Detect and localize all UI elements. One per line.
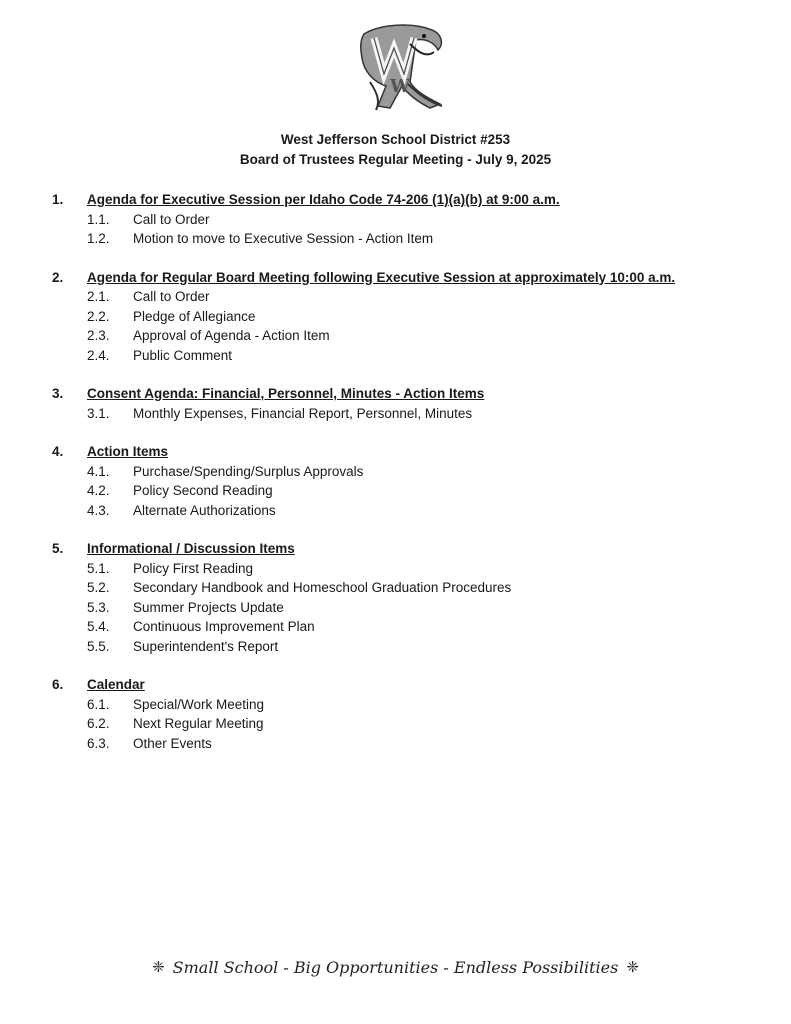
agenda-item xyxy=(0,287,791,307)
item-number: 4.1. xyxy=(87,463,110,479)
agenda-item xyxy=(0,404,791,424)
item-text: Secondary Handbook and Homeschool Graduation Procedures xyxy=(133,580,512,595)
section-title: Agenda for Executive Session per Idaho Code 74-206 (1)(a)(b) at 9:00 a.m. xyxy=(87,192,560,207)
item-text: Call to Order xyxy=(133,211,210,227)
agenda-item xyxy=(0,481,791,501)
item-number: 1.2. xyxy=(87,231,110,246)
item-text: Pledge of Allegiance xyxy=(133,308,256,324)
section-heading xyxy=(0,539,791,559)
item-number: 5.1. xyxy=(87,560,110,576)
item-number: 5.4. xyxy=(87,619,110,634)
item-text: Approval of Agenda - Action Item xyxy=(133,328,330,343)
section-title: Action Items xyxy=(87,444,169,459)
item-text: Special/Work Meeting xyxy=(133,696,265,712)
section-number: 5. xyxy=(52,541,64,556)
section-title: Informational / Discussion Items xyxy=(87,541,295,556)
agenda-item xyxy=(0,598,791,618)
agenda-section xyxy=(0,268,791,366)
agenda-item xyxy=(0,462,791,482)
section-heading xyxy=(0,442,791,462)
agenda-item xyxy=(0,695,791,715)
item-text: Monthly Expenses, Financial Report, Personnel, Minutes xyxy=(133,405,473,421)
item-text: Next Regular Meeting xyxy=(133,716,264,731)
agenda-item xyxy=(0,578,791,598)
item-number: 4.3. xyxy=(87,502,110,518)
agenda-item xyxy=(0,734,791,754)
paw-print-icon: ❈ xyxy=(626,958,639,976)
item-number: 6.3. xyxy=(87,735,110,751)
agenda-item xyxy=(0,617,791,637)
document-header xyxy=(0,130,791,169)
item-number: 5.3. xyxy=(87,599,110,615)
meeting-title: Board of Trustees Regular Meeting - July 9, 2025 xyxy=(239,151,552,167)
agenda-section xyxy=(0,442,791,520)
section-number: 6. xyxy=(52,677,64,692)
agenda-item xyxy=(0,229,791,249)
item-text: Alternate Authorizations xyxy=(133,502,276,518)
footer-motto xyxy=(0,958,791,977)
agenda-section xyxy=(0,190,791,249)
item-number: 2.4. xyxy=(87,347,110,363)
paw-print-icon: ❈ xyxy=(152,958,165,976)
agenda-item xyxy=(0,307,791,327)
item-text: Other Events xyxy=(133,735,212,751)
item-text: Summer Projects Update xyxy=(133,599,284,615)
agenda-item xyxy=(0,326,791,346)
motto-text: Small School - Big Opportunities - Endless Possibilities xyxy=(172,958,619,977)
item-text: Purchase/Spending/Surplus Approvals xyxy=(133,463,364,479)
agenda-section xyxy=(0,675,791,753)
section-heading xyxy=(0,675,791,695)
section-title: Consent Agenda: Financial, Personnel, Minutes - Action Items xyxy=(87,386,485,401)
agenda-item xyxy=(0,346,791,366)
logo-letter: W xyxy=(390,76,411,97)
agenda-item xyxy=(0,559,791,579)
item-number: 2.1. xyxy=(87,289,110,304)
section-number: 4. xyxy=(52,444,64,459)
item-number: 5.2. xyxy=(87,580,110,595)
agenda-item xyxy=(0,637,791,657)
item-number: 1.1. xyxy=(87,211,110,227)
item-number: 6.2. xyxy=(87,716,110,731)
panther-w-logo-icon xyxy=(350,22,446,114)
item-text: Motion to move to Executive Session - Action Item xyxy=(133,231,434,246)
district-name: West Jefferson School District #253 xyxy=(280,132,511,147)
section-heading xyxy=(0,268,791,288)
section-number: 2. xyxy=(52,269,64,285)
agenda-section xyxy=(0,539,791,656)
agenda-item xyxy=(0,714,791,734)
section-heading xyxy=(0,384,791,404)
agenda-item xyxy=(0,501,791,521)
item-number: 3.1. xyxy=(87,405,110,421)
item-text: Continuous Improvement Plan xyxy=(133,619,315,634)
item-text: Public Comment xyxy=(133,347,233,363)
item-text: Superintendent's Report xyxy=(133,638,279,654)
item-text: Call to Order xyxy=(133,289,210,304)
section-title: Agenda for Regular Board Meeting following Executive Session at approximately 10:00 a.m. xyxy=(87,269,676,285)
agenda-section xyxy=(0,384,791,423)
item-number: 2.2. xyxy=(87,308,110,324)
item-number: 6.1. xyxy=(87,696,110,712)
item-text: Policy Second Reading xyxy=(133,483,273,498)
item-number: 2.3. xyxy=(87,328,110,343)
section-number: 1. xyxy=(52,192,64,207)
agenda-list xyxy=(0,190,791,772)
agenda-item xyxy=(0,210,791,230)
section-heading xyxy=(0,190,791,210)
section-number: 3. xyxy=(52,386,64,401)
item-number: 4.2. xyxy=(87,483,110,498)
item-text: Policy First Reading xyxy=(133,560,254,576)
section-title: Calendar xyxy=(87,677,145,692)
item-number: 5.5. xyxy=(87,638,110,654)
